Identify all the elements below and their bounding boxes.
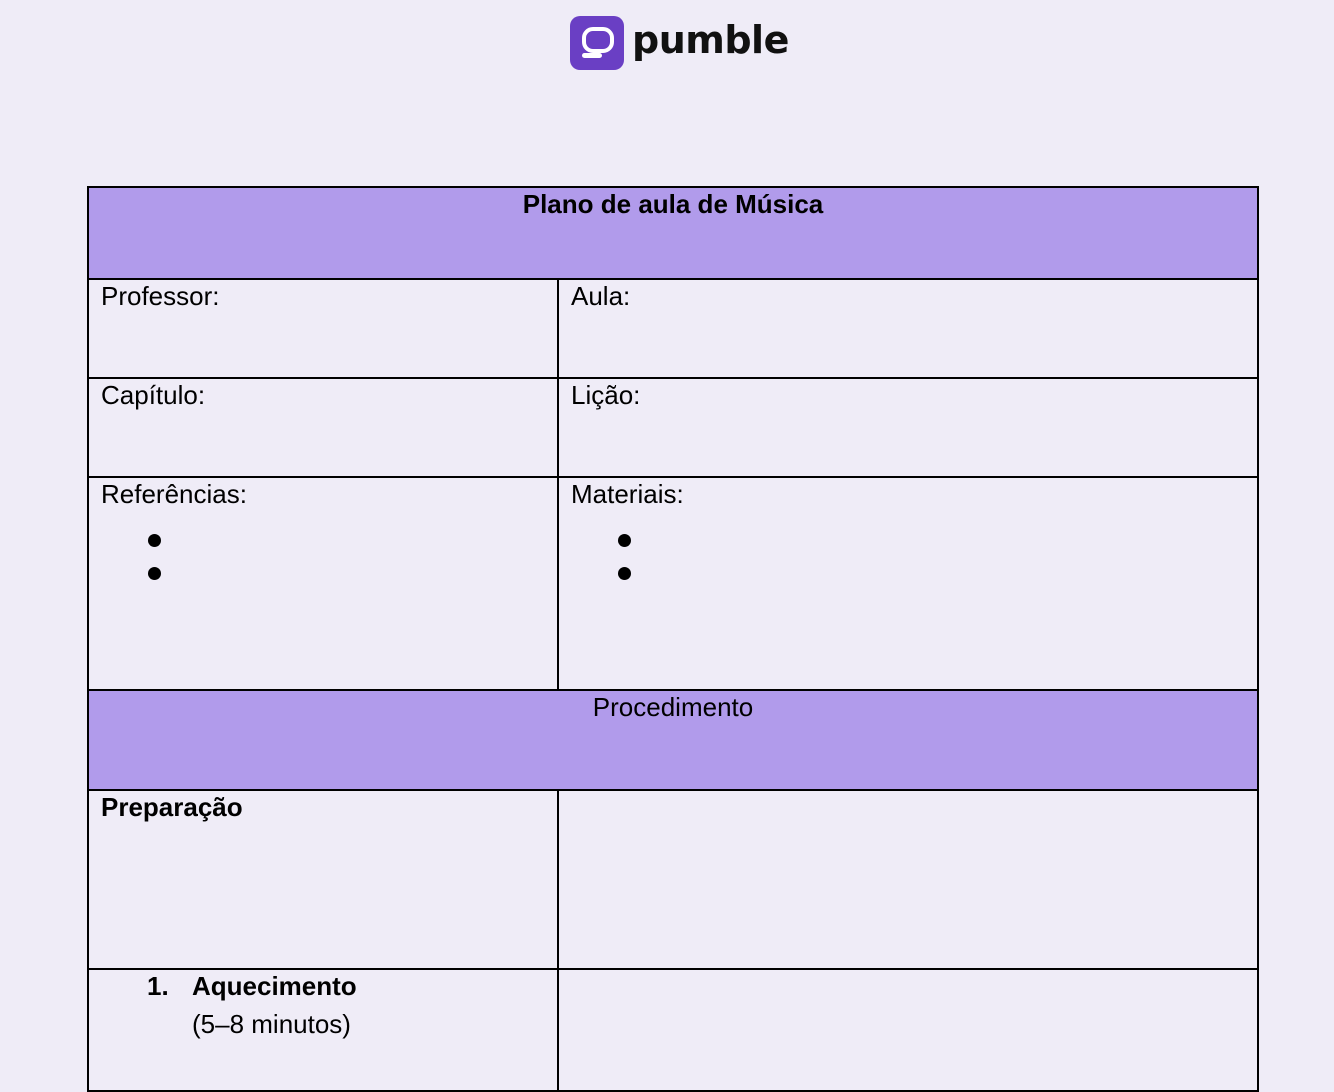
step-cell[interactable] bbox=[88, 969, 558, 1091]
preparacao-label: Preparação bbox=[101, 792, 243, 822]
lesson-plan-table bbox=[87, 186, 1259, 1092]
capitulo-label: Capítulo: bbox=[101, 380, 206, 410]
referencias-cell[interactable] bbox=[88, 477, 558, 690]
preparacao-notes-cell[interactable] bbox=[558, 790, 1258, 969]
brand-name: pumble bbox=[632, 18, 789, 62]
materiais-list bbox=[571, 522, 1245, 588]
preparacao-cell[interactable] bbox=[88, 790, 558, 969]
materiais-cell[interactable] bbox=[558, 477, 1258, 690]
referencias-list bbox=[101, 522, 545, 588]
step-title: Aquecimento bbox=[192, 971, 357, 1001]
referencias-label: Referências: bbox=[101, 479, 247, 509]
step-item bbox=[101, 970, 545, 1040]
procedimento-header: Procedimento bbox=[88, 690, 1258, 790]
aula-label: Aula: bbox=[571, 281, 631, 311]
professor-cell[interactable] bbox=[88, 279, 558, 378]
pumble-logo bbox=[570, 16, 789, 70]
step-duration: (5–8 minutos) bbox=[192, 1009, 351, 1039]
document-title: Plano de aula de Música bbox=[88, 187, 1258, 279]
pumble-logo-icon bbox=[570, 16, 624, 70]
list-item[interactable] bbox=[155, 555, 545, 588]
step-notes-cell[interactable] bbox=[558, 969, 1258, 1091]
materiais-label: Materiais: bbox=[571, 479, 684, 509]
licao-cell[interactable] bbox=[558, 378, 1258, 477]
aula-cell[interactable] bbox=[558, 279, 1258, 378]
list-item[interactable] bbox=[625, 522, 1245, 555]
professor-label: Professor: bbox=[101, 281, 220, 311]
step-number: 1. bbox=[147, 971, 169, 1001]
list-item[interactable] bbox=[625, 555, 1245, 588]
capitulo-cell[interactable] bbox=[88, 378, 558, 477]
licao-label: Lição: bbox=[571, 380, 641, 410]
list-item[interactable] bbox=[155, 522, 545, 555]
